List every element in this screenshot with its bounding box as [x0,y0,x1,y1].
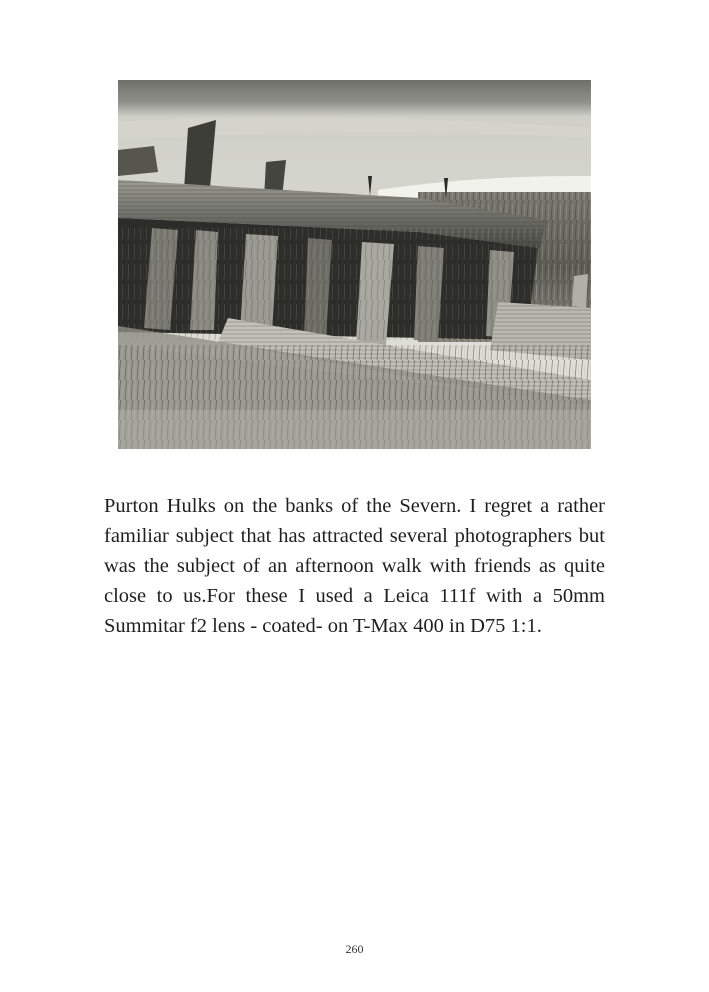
page-number: 260 [345,942,364,956]
photo-caption: Purton Hulks on the banks of the Severn. I regret a rather familiar subject that has attracted several photographers but was the subject of an afternoon walk with friends as quite close to us.For these I used a Leica 111f with a 50mm Summitar f2 lens - coated- on T-Max 400 in D75 1:1. [104,495,605,637]
photograph [118,80,591,449]
